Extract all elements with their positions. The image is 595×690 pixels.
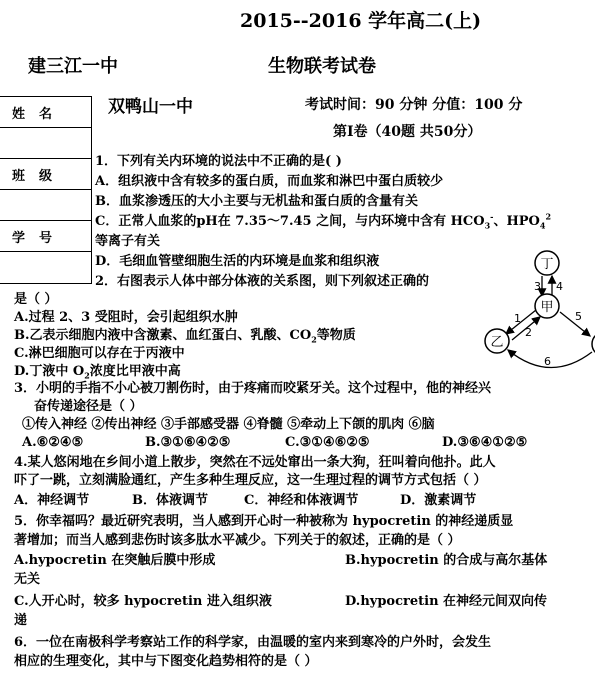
q1-option-c-cont: 等离子有关 <box>95 234 161 249</box>
edge-label-2: 2 <box>525 326 532 339</box>
q1-option-b: B．血浆渗透压的大小主要与无机盐和蛋白质的含量有关 <box>95 194 418 209</box>
q4-option-c: C．神经和体液调节 <box>244 493 359 508</box>
edge-label-4: 4 <box>556 280 563 293</box>
node-jia-label: 甲 <box>540 300 554 315</box>
q1-stem: 1．下列有关内环境的说法中不正确的是( ) <box>95 154 342 169</box>
q2-stem: 2．右图表示人体中部分体液的关系图，则下列叙述正确的 <box>95 274 430 289</box>
info-box-line <box>0 283 92 284</box>
q3-items: ①传入神经 ②传出神经 ③手部感受器 ④脊髓 ⑤牵动上下颌的肌肉 ⑥脑 <box>22 417 435 432</box>
q2-option-d: D.丁液中 $O_2$浓度比甲液中高 <box>14 364 181 381</box>
node-yi-label: 乙 <box>490 335 504 350</box>
q3-option-a: A.⑥②④⑤ <box>22 435 84 450</box>
q1-option-d: D．毛细血管壁细胞生活的内环境是血浆和组织液 <box>95 254 380 269</box>
info-box-divider <box>91 96 92 284</box>
q2-stem-cont: 是（ ） <box>14 292 58 307</box>
class-label: 班级 <box>12 169 67 184</box>
info-box-line <box>0 251 92 252</box>
exam-subject: 生物联考试卷 <box>268 56 376 77</box>
edge-label-5: 5 <box>575 310 582 323</box>
q5-option-a: A.hypocretin 在突触后膜中形成 <box>14 553 216 568</box>
school-name-2: 双鸭山一中 <box>108 97 193 117</box>
student-id-label: 学号 <box>12 231 67 246</box>
q5-stem-cont: 著增加；而当人感到悲伤时该多肽水平减少。下列关于的叙述，正确的是（ ） <box>14 533 461 548</box>
q4-stem: 4.某人悠闲地在乡间小道上散步，突然在不远处窜出一条大狗，狂叫着向他扑。此人 <box>14 455 496 470</box>
q6-stem-cont: 相应的生理变化，其中与下图变化趋势相符的是（ ） <box>14 654 318 669</box>
body-fluid-diagram <box>480 244 595 374</box>
q4-stem-cont: 吓了一跳，立刻满脸通红，产生多种生理反应，这一生理过程的调节方式包括（ ） <box>14 473 487 488</box>
q3-option-c: C.③①④⑥②⑤ <box>285 435 370 450</box>
q2-option-b: B.乙表示细胞内液中含激素、血红蛋白、乳酸、$CO_2$等物质 <box>14 328 356 345</box>
q3-stem: 3．小明的手指不小心被刀割伤时，由于疼痛而咬紧牙关。这个过程中，他的神经兴 <box>14 381 492 396</box>
info-box-line <box>0 189 92 190</box>
q4-option-d: D．激素调节 <box>400 493 477 508</box>
info-box-line <box>0 158 92 159</box>
q3-option-d: D.③⑥④①②⑤ <box>442 435 528 450</box>
q1-option-a: A．组织液中含有较多的蛋白质，而血浆和淋巴中蛋白质较少 <box>95 174 444 189</box>
name-label: 姓名 <box>12 107 67 122</box>
q5-option-b: B.hypocretin 的合成与高尔基体 <box>345 553 548 568</box>
exam-title: 2015--2016 学年高二(上) <box>240 10 482 32</box>
q6-stem: 6．一位在南极科学考察站工作的科学家，由温暖的室内来到寒冷的户外时，会发生 <box>14 635 492 650</box>
q5-option-d-cont: 递 <box>14 613 28 628</box>
q4-option-a: A．神经调节 <box>14 493 90 508</box>
q2-option-a: A.过程 2、3 受阻时，会引起组织水肿 <box>14 310 238 325</box>
edge-label-1: 1 <box>514 312 521 325</box>
q5-stem: 5．你幸福吗？最近研究表明，当人感到开心时一种被称为 hypocretin 的神经递质显 <box>14 514 514 529</box>
q4-option-b: B．体液调节 <box>132 493 208 508</box>
edge-label-6: 6 <box>544 355 551 368</box>
q5-option-b-cont: 无关 <box>14 572 41 587</box>
q3-option-b: B.③①⑥④②⑤ <box>145 435 231 450</box>
school-name-1: 建三江一中 <box>28 56 118 77</box>
q5-option-c: C.人开心时，较多 hypocretin 进入组织液 <box>14 594 272 609</box>
q5-option-d: D.hypocretin 在神经元间双向传 <box>345 594 548 609</box>
edge-label-3: 3 <box>534 280 541 293</box>
q3-stem-cont: 奋传递途径是（ ） <box>34 399 143 414</box>
info-box-line <box>0 127 92 128</box>
q2-option-c: C.淋巴细胞可以存在于丙液中 <box>14 346 185 361</box>
q1-option-c: C．正常人血浆的pH在 7.35～7.45 之间，与内环境中含有 $HCO_3^-$、$HPO_4^2$ <box>95 211 552 231</box>
volume-heading: 第Ⅰ卷（40题 共50分） <box>333 124 482 140</box>
exam-info: 考试时间：90 分钟 分值：100 分 <box>305 97 523 113</box>
info-box-line <box>0 220 92 221</box>
node-ding-label: 丁 <box>540 257 554 272</box>
info-box-line <box>0 96 92 97</box>
